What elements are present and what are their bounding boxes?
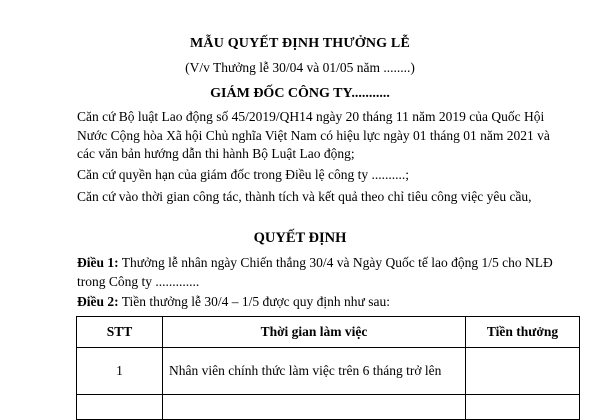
article-2 — [77, 293, 557, 312]
header-bonus: Tiền thưởng — [466, 317, 580, 348]
header-working-time: Thời gian làm việc — [163, 317, 466, 348]
cell-stt: 1 — [77, 348, 163, 395]
cell-working-time: Nhân viên chính thức làm việc trên 6 tháng trở lên — [163, 348, 466, 395]
cell-bonus — [466, 395, 580, 420]
article-1-text: Thưởng lễ nhân ngày Chiến thắng 30/4 và Ngày Quốc tế lao động 1/5 cho NLĐ trong Công ty ............. — [77, 255, 553, 289]
header-stt: STT — [77, 317, 163, 348]
table-row — [77, 348, 580, 395]
table-header-row — [77, 317, 580, 348]
cell-bonus — [466, 348, 580, 395]
cell-working-time — [163, 395, 466, 420]
decision-heading: QUYẾT ĐỊNH — [253, 230, 347, 246]
article-2-text: Tiền thưởng lễ 30/4 – 1/5 được quy định như sau: — [118, 294, 390, 309]
article-2-label: Điều 2: — [77, 294, 119, 309]
article-1-label: Điều 1: — [77, 255, 119, 270]
basis-charter: Căn cứ quyền hạn của giám đốc trong Điều lệ công ty ..........; — [77, 167, 409, 182]
authority-heading: GIÁM ĐỐC CÔNG TY........... — [210, 86, 390, 101]
basis-labor-code: Căn cứ Bộ luật Lao động số 45/2019/QH14 ngày 20 tháng 11 năm 2019 của Quốc Hội Nước Cộng hòa Xã hội Chủ nghĩa Việt Nam có hiệu lực ngày 01 tháng 01 năm 2021 và các văn bản hướng dẫn thi hành Bộ Luật Lao động; — [77, 109, 550, 161]
document-title: MẪU QUYẾT ĐỊNH THƯỞNG LỄ — [189, 36, 410, 51]
article-1 — [77, 254, 557, 291]
table-row — [77, 395, 580, 420]
document-subtitle: (V/v Thưởng lễ 30/04 và 01/05 năm ........) — [185, 60, 415, 75]
cell-stt — [77, 395, 163, 420]
bonus-table — [76, 316, 580, 420]
basis-performance: Căn cứ vào thời gian công tác, thành tích và kết quả theo chỉ tiêu công việc yêu cầu, — [77, 189, 532, 204]
